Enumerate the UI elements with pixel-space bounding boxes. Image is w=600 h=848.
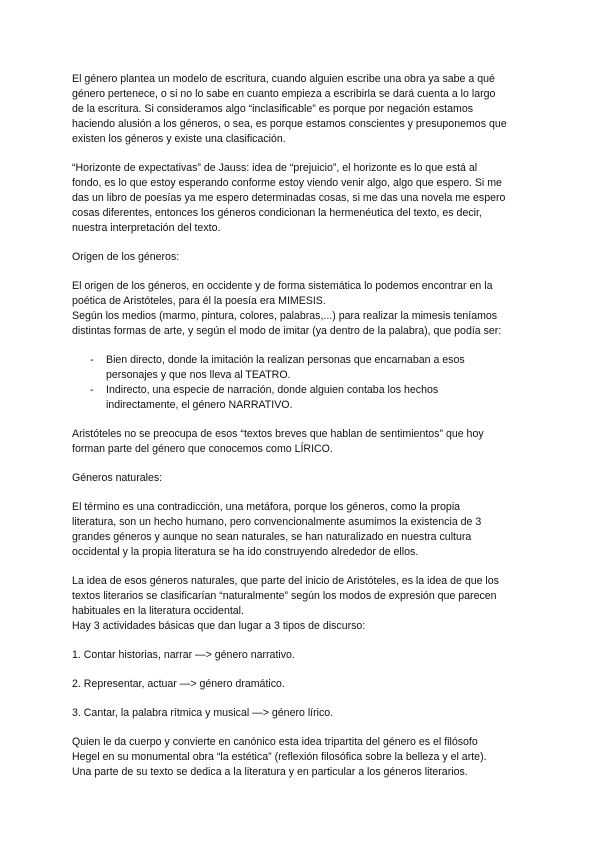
- text-line: cosas diferentes, entonces los géneros condicionan la hermenéutica del texto, es decir,: [72, 207, 482, 219]
- text-line: La idea de esos géneros naturales, que parte del inicio de Aristóteles, es la idea de que los: [72, 575, 499, 587]
- paragraph-origin-aristotle: [72, 279, 534, 309]
- text-line: distintas formas de arte, y según el modo de imitar (ya dentro de la palabra), que podía ser:: [72, 325, 502, 337]
- text-line: grandes géneros y aunque no sean naturales, se han naturalizado en nuestra cultura: [72, 531, 472, 543]
- text-line: Indirecto, una especie de narración, donde alguien contaba los hechos: [106, 384, 439, 396]
- text-line: Aristóteles no se preocupa de esos “textos breves que hablan de sentimientos” que hoy: [72, 428, 484, 440]
- document-body: [72, 72, 534, 794]
- numbered-item-dramatic: [72, 677, 534, 692]
- text-line: poética de Aristóteles, para él la poesía era MIMESIS.: [72, 295, 326, 307]
- text-line: Quien le da cuerpo y convierte en canónico esta idea tripartita del género es el filósofo: [72, 736, 478, 748]
- text-line: El origen de los géneros, en occidente y de forma sistemática lo podemos encontrar en la: [72, 280, 493, 292]
- list-item: [72, 353, 534, 383]
- text-line: 3. Cantar, la palabra rítmica y musical —> género lírico.: [72, 707, 334, 719]
- text-line: das un libro de poesías ya me espero determinadas cosas, si me das una novela me espero: [72, 192, 506, 204]
- mimesis-modes-list: [72, 353, 534, 413]
- dash-bullet-icon: -: [90, 384, 94, 396]
- heading-origin-of-genres: [72, 250, 534, 265]
- paragraph-hegel: [72, 735, 534, 780]
- text-line: occidental y la propia literatura se ha ido construyendo alrededor de ellos.: [72, 546, 419, 558]
- text-line: literatura, son un hecho humano, pero convencionalmente asumimos la existencia de 3: [72, 516, 482, 528]
- text-line: existen los géneros y existe una clasificación.: [72, 133, 286, 145]
- text-line: 1. Contar historias, narrar —> género narrativo.: [72, 649, 295, 661]
- text-line: personajes y que nos lleva al TEATRO.: [106, 369, 291, 381]
- text-line: Hegel en su monumental obra “la estética” (reflexión filosófica sobre la belleza y el arte).: [72, 751, 487, 763]
- text-line: El término es una contradicción, una metáfora, porque los géneros, como la propia: [72, 501, 461, 513]
- list-item: [72, 383, 534, 413]
- text-line: de la escritura. Si consideramos algo “inclasificable” es porque por negación estamos: [72, 103, 474, 115]
- paragraph-three-activities: [72, 619, 534, 634]
- numbered-item-narrative: [72, 648, 534, 663]
- text-line: fondo, es lo que estoy esperando conforme estoy viendo venir algo, algo que espero. Si me: [72, 177, 502, 189]
- text-line: Origen de los géneros:: [72, 251, 180, 263]
- text-line: Según los medios (marmo, pintura, colores, palabras,...) para realizar la mimesis teníamos: [72, 310, 498, 322]
- text-line: nuestra interpretación del texto.: [72, 222, 221, 234]
- paragraph-horizon-of-expectations: [72, 161, 534, 236]
- numbered-item-lyric: [72, 706, 534, 721]
- text-line: Una parte de su texto se dedica a la literatura y en particular a los géneros literarios.: [72, 766, 468, 778]
- text-line: “Horizonte de expectativas” de Jauss: idea de “prejuicio”, el horizonte es lo que está al: [72, 162, 478, 174]
- text-line: 2. Representar, actuar —> género dramático.: [72, 678, 285, 690]
- paragraph-genre-writing-model: [72, 72, 534, 147]
- text-line: habituales en la literatura occidental.: [72, 605, 244, 617]
- text-line: textos literarios se clasificarían “naturalmente” según los modos de expresión que parecen: [72, 590, 497, 602]
- text-line: haciendo alusión a los géneros, o sea, es porque estamos conscientes y presuponemos que: [72, 118, 507, 130]
- dash-bullet-icon: -: [90, 354, 94, 366]
- paragraph-natural-genres-definition: [72, 500, 534, 560]
- paragraph-means-of-mimesis: [72, 309, 534, 339]
- text-line: forman parte del género que conocemos como LÍRICO.: [72, 443, 333, 455]
- paragraph-lyric-genre: [72, 427, 534, 457]
- text-line: Bien directo, donde la imitación la realizan personas que encarnaban a esos: [106, 354, 465, 366]
- text-line: indirectamente, el género NARRATIVO.: [106, 399, 293, 411]
- paragraph-natural-genres-idea: [72, 574, 534, 619]
- heading-natural-genres: [72, 471, 534, 486]
- text-line: género pertenece, o si no lo sabe en cuanto empieza a escribirla se dará cuenta a lo largo: [72, 88, 496, 100]
- text-line: El género plantea un modelo de escritura, cuando alguien escribe una obra ya sabe a qué: [72, 73, 495, 85]
- text-line: Géneros naturales:: [72, 472, 163, 484]
- text-line: Hay 3 actividades básicas que dan lugar a 3 tipos de discurso:: [72, 620, 366, 632]
